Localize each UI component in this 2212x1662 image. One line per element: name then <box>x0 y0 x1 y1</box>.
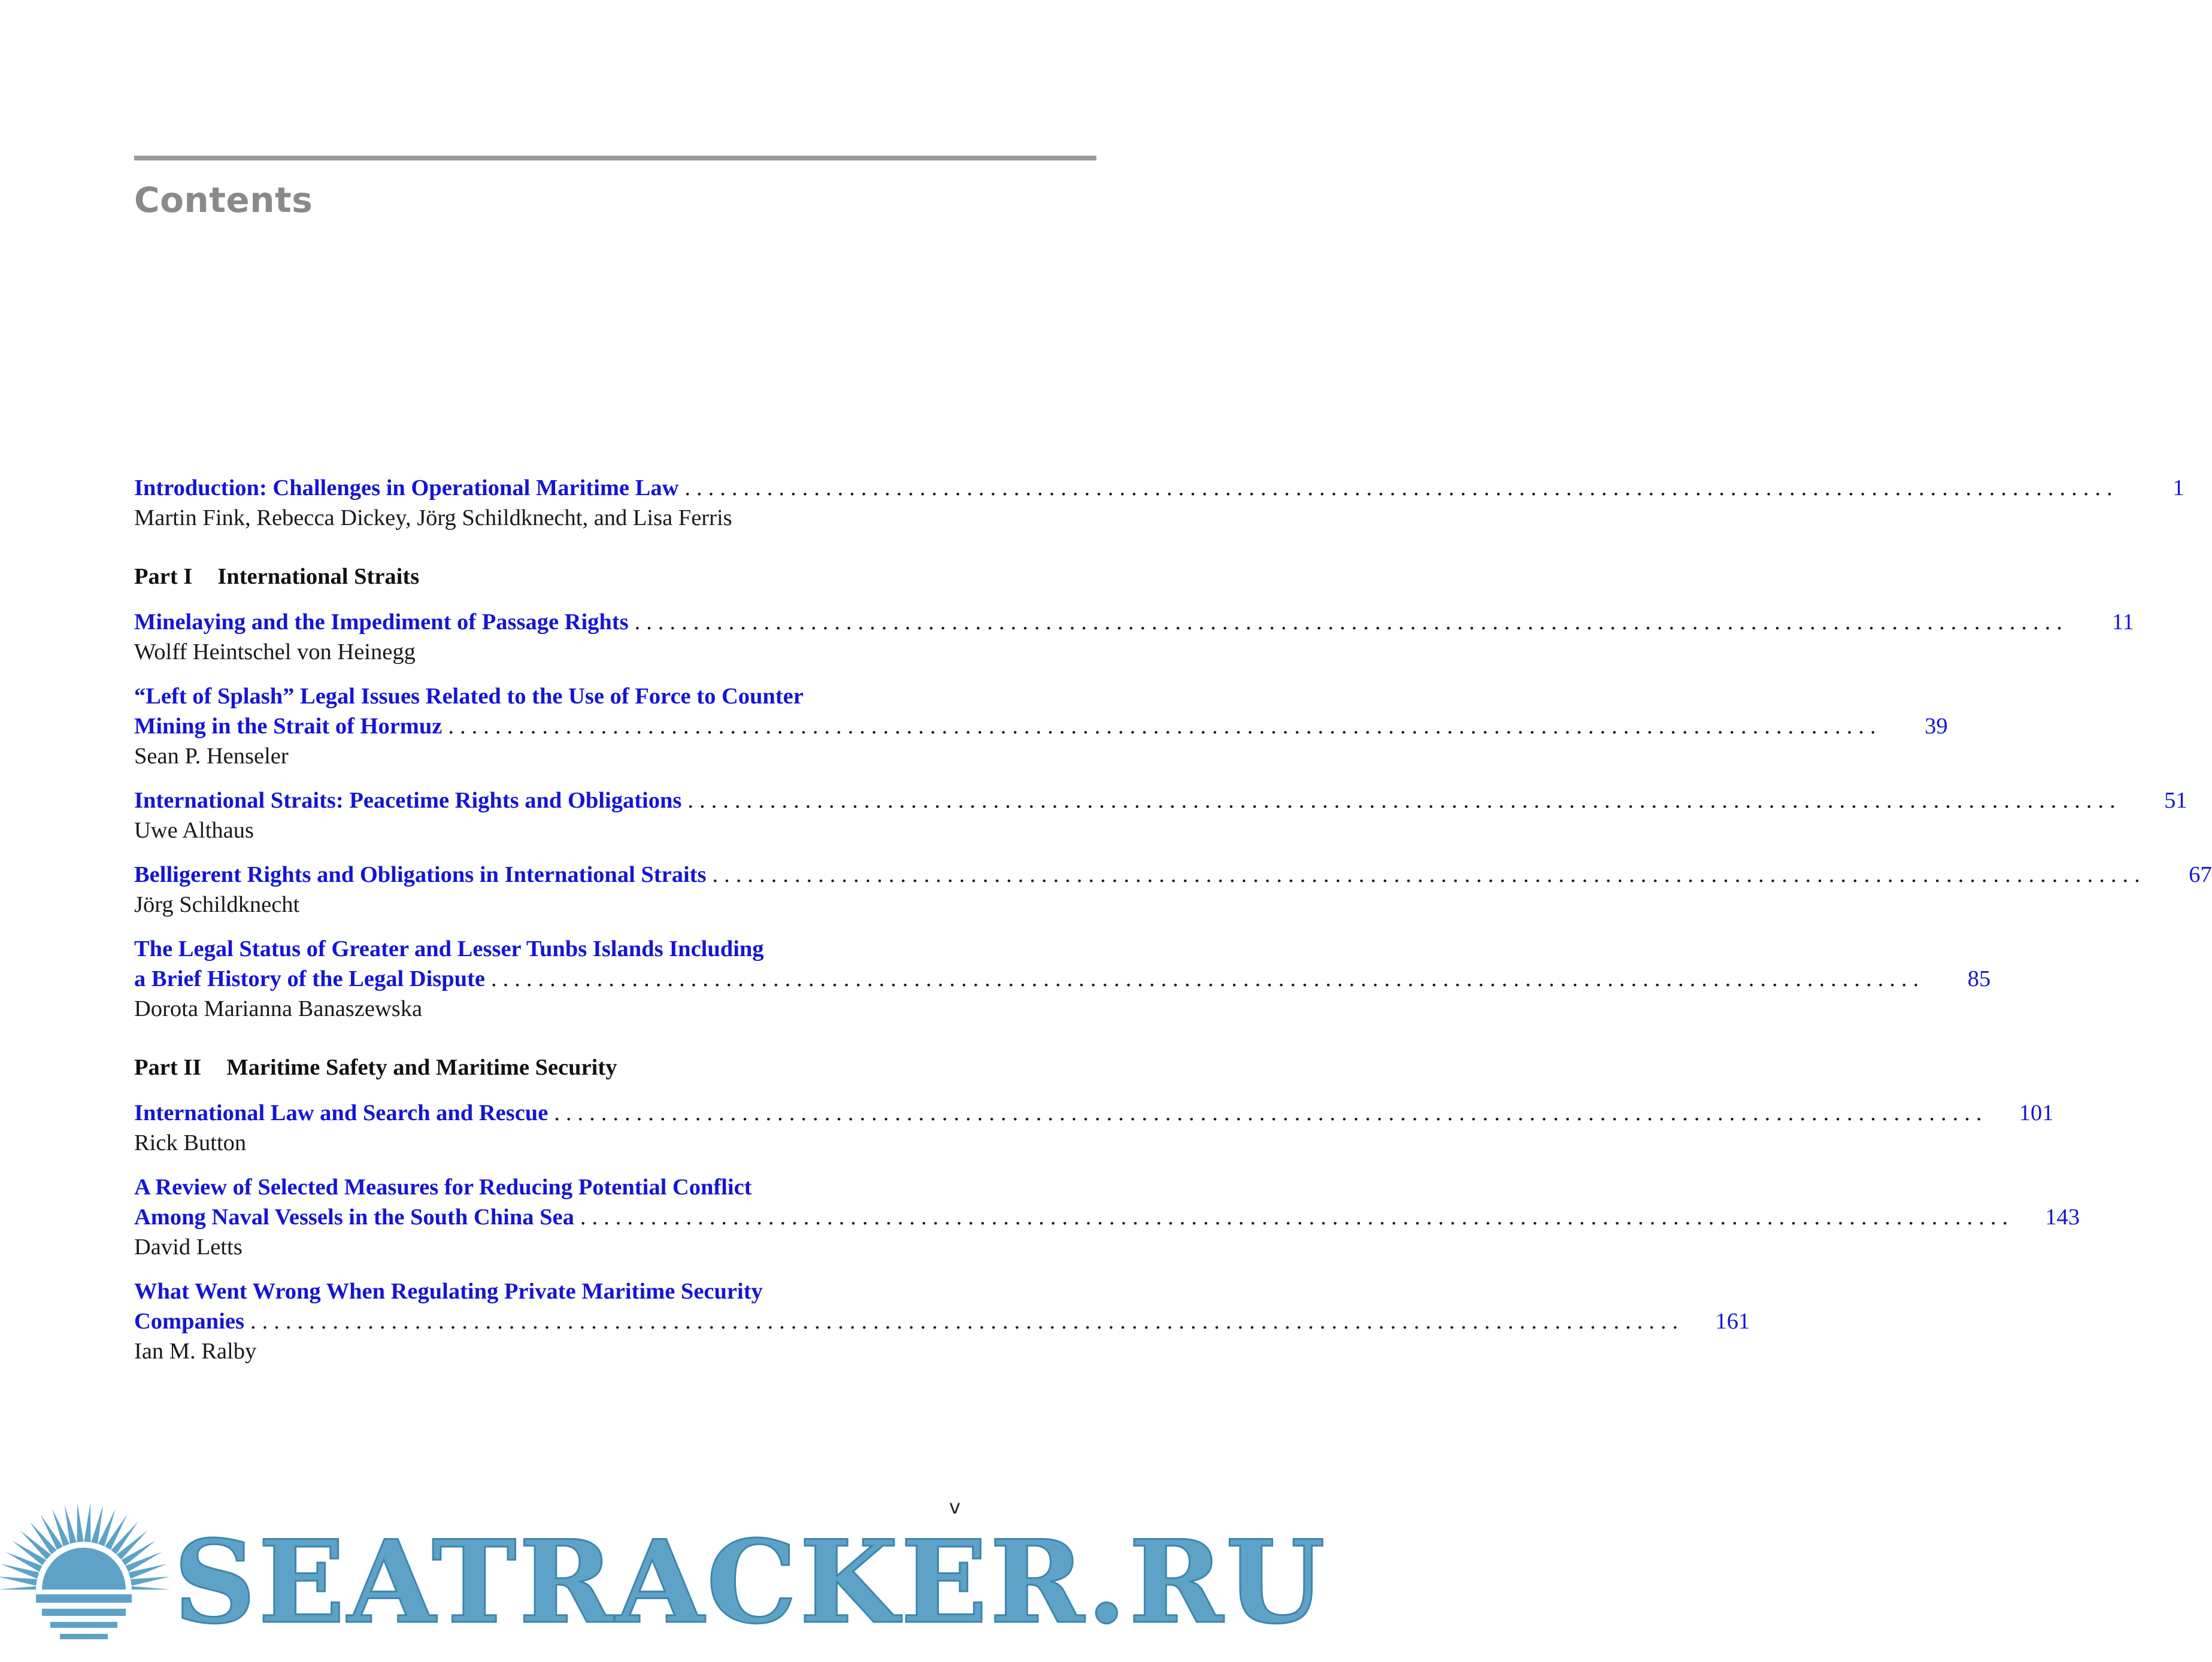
toc-entry-title-link[interactable]: Mining in the Strait of Hormuz <box>134 714 443 739</box>
toc-entry-authors: David Letts <box>134 1235 243 1260</box>
toc-entry-title-row <box>134 607 2134 637</box>
toc-entry-title-row <box>134 964 1991 994</box>
dot-leader: .......................................................................................................................... <box>490 966 1925 991</box>
toc-entry-title-row <box>134 711 1948 741</box>
dot-leader: .......................................................................................................................... <box>580 1205 2014 1230</box>
toc-entry <box>134 1172 2080 1262</box>
dot-leader: .......................................................................................................................... <box>684 475 2119 501</box>
toc-page-number-link[interactable]: 67 <box>2189 862 2212 887</box>
sun-ray <box>131 1576 169 1585</box>
toc-entry-authors: Rick Button <box>134 1130 247 1155</box>
toc-entry-title-row <box>134 1202 2080 1232</box>
toc-page-number-link[interactable]: 85 <box>1967 966 1991 991</box>
toc-entry-title-link[interactable]: Among Naval Vessels in the South China Sea <box>134 1205 574 1230</box>
toc-entry-authors: Sean P. Henseler <box>134 744 289 769</box>
dot-leader: .......................................................................................................................... <box>712 862 2146 887</box>
toc-page-number-link[interactable]: 161 <box>1715 1309 1750 1334</box>
part-heading <box>134 1053 960 1082</box>
part-number: Part I <box>134 564 193 589</box>
toc-page-number-link[interactable]: 51 <box>2164 788 2187 813</box>
toc-page-number-link[interactable]: 1 <box>2172 475 2184 501</box>
dot-leader: .......................................................................................................................... <box>687 788 2122 813</box>
part-heading <box>134 562 960 592</box>
toc-entry <box>134 1098 2054 1158</box>
toc-page-number-link[interactable]: 143 <box>2045 1205 2080 1230</box>
toc-entry-title-row <box>134 473 2184 503</box>
sun-logo-icon <box>0 1500 174 1662</box>
toc-entry <box>134 1276 1750 1366</box>
toc-entry <box>134 473 2184 533</box>
watermark-text: SEATRACKER.RU <box>174 1515 1328 1649</box>
part-number: Part II <box>134 1055 202 1080</box>
toc-entry <box>134 607 2134 667</box>
toc-entry <box>134 934 1991 1024</box>
top-rule <box>134 156 1096 160</box>
part-title: Maritime Safety and Maritime Security <box>226 1055 617 1080</box>
dot-leader: .......................................................................................................................... <box>634 609 2068 635</box>
toc-entry-authors: Martin Fink, Rebecca Dickey, Jörg Schildknecht, and Lisa Ferris <box>134 505 732 530</box>
toc-entry-title-row <box>134 785 2187 815</box>
toc-entry <box>134 681 1948 771</box>
sun-ray <box>77 1503 83 1542</box>
toc-entry-title-link[interactable]: International Straits: Peacetime Rights and Obligations <box>134 788 682 813</box>
part-title: International Straits <box>217 564 420 589</box>
toc-entry-title-link[interactable]: The Legal Status of Greater and Lesser Tunbs Islands Including <box>134 936 764 962</box>
toc-entry-title-link[interactable]: Companies <box>134 1309 244 1334</box>
toc-entry-title-link[interactable]: Belligerent Rights and Obligations in International Straits <box>134 862 707 887</box>
toc-entry-authors: Wolff Heintschel von Heinegg <box>134 639 416 665</box>
toc-entry-title-link[interactable]: A Review of Selected Measures for Reducing Potential Conflict <box>134 1175 752 1200</box>
toc-entry-authors: Ian M. Ralby <box>134 1339 257 1364</box>
dot-leader: .......................................................................................................................... <box>448 714 1882 739</box>
sun-ray <box>0 1576 37 1585</box>
dot-leader: .......................................................................................................................... <box>250 1309 1684 1334</box>
toc-entry-title-row <box>134 1098 2054 1128</box>
toc-entry-title-link[interactable]: a Brief History of the Legal Dispute <box>134 966 485 991</box>
toc-entry-title-link[interactable]: International Law and Search and Rescue <box>134 1100 549 1126</box>
toc-entry-title-link[interactable]: Minelaying and the Impediment of Passage Rights <box>134 609 629 635</box>
toc-entry-authors: Uwe Althaus <box>134 818 254 843</box>
toc-entry <box>134 785 2187 845</box>
toc-entry-title-row <box>134 1306 1750 1336</box>
sun-ray <box>84 1503 90 1542</box>
table-of-contents <box>134 473 2212 1381</box>
toc-entry-title-link[interactable]: “Left of Splash” Legal Issues Related to the Use of Force to Counter <box>134 684 804 709</box>
toc-entry <box>134 860 2212 920</box>
toc-entry-title-link[interactable]: What Went Wrong When Regulating Private Maritime Security <box>134 1279 763 1304</box>
page-number: v <box>949 1496 960 1518</box>
toc-page-number-link[interactable]: 39 <box>1925 714 1948 739</box>
toc-entry-title-link[interactable]: Introduction: Challenges in Operational Maritime Law <box>134 475 679 501</box>
toc-entry-title-row <box>134 860 2212 890</box>
page-heading: Contents <box>134 180 313 220</box>
toc-entry-authors: Dorota Marianna Banaszewska <box>134 996 423 1021</box>
toc-entry-authors: Jörg Schildknecht <box>134 892 300 917</box>
dot-leader: .......................................................................................................................... <box>554 1100 1988 1126</box>
toc-page-number-link[interactable]: 11 <box>2111 609 2134 635</box>
toc-page-number-link[interactable]: 101 <box>2019 1100 2054 1126</box>
